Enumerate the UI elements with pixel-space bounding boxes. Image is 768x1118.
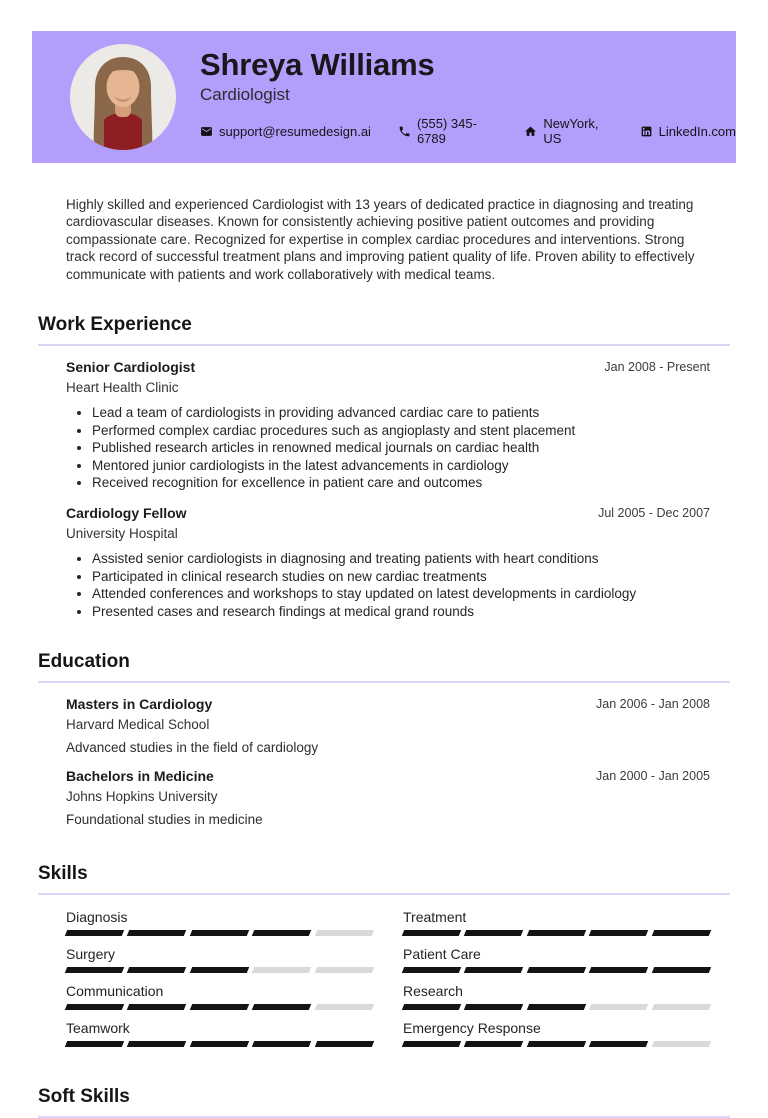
skill-item (66, 909, 373, 936)
skill-bar-segment (190, 1004, 250, 1010)
skill-bar (403, 930, 710, 936)
skill-item (403, 909, 710, 936)
education-entry-head (66, 768, 710, 805)
skill-bar-segment (314, 967, 374, 973)
job-bullet-list (66, 550, 710, 620)
skill-bar-segment (651, 1004, 711, 1010)
contact-linkedin-text: LinkedIn.com (658, 123, 736, 139)
work-experience-heading: Work Experience (38, 314, 730, 346)
contact-location-text: NewYork, US (543, 116, 599, 147)
skill-item (403, 946, 710, 973)
skill-bar-segment (65, 967, 125, 973)
job-bullet: • Received recognition for excellence in patient care and outcomes (92, 474, 710, 492)
skill-bar (403, 1041, 710, 1047)
section-work-experience (38, 314, 730, 620)
job-dates: Jan 2008 - Present (604, 360, 710, 375)
skill-bar (403, 1004, 710, 1010)
header-text (200, 48, 736, 146)
resume-page (0, 31, 768, 1109)
contact-location (524, 116, 612, 146)
skill-bar-segment (527, 967, 587, 973)
skill-bar-segment (252, 967, 312, 973)
skill-bar-segment (65, 1041, 125, 1047)
skill-bar (403, 967, 710, 973)
job-title: Cardiology Fellow (66, 505, 187, 521)
education-description: Advanced studies in the field of cardiology (66, 740, 319, 756)
job-bullet: • Presented cases and research findings at medical grand rounds (92, 603, 710, 621)
skill-bar-segment (65, 930, 125, 936)
skill-bar-segment (589, 967, 649, 973)
skill-item (403, 983, 710, 1010)
degree-title: Bachelors in Medicine (66, 768, 214, 785)
education-heading: Education (38, 651, 730, 683)
skill-bar (66, 1004, 373, 1010)
skill-item (66, 946, 373, 973)
contact-email-text: support@resumedesign.ai (219, 123, 371, 139)
job-bullet: • Assisted senior cardiologists in diagnosing and treating patients with heart conditions (92, 550, 710, 568)
education-entry (38, 696, 730, 755)
skill-label: Surgery (66, 946, 116, 963)
skill-bar-segment (402, 1041, 462, 1047)
school-name: Johns Hopkins University (66, 789, 218, 805)
skill-bar-segment (127, 930, 187, 936)
profile-photo-illustration (70, 44, 176, 150)
job-company: University Hospital (66, 526, 178, 541)
skill-bar-segment (190, 930, 250, 936)
education-entry-head (66, 696, 710, 733)
skill-bar-segment (464, 930, 524, 936)
degree-title: Masters in Cardiology (66, 696, 213, 713)
job-bullet: • Lead a team of cardiologists in providing advanced cardiac care to patients (92, 404, 710, 422)
job-entry-head (66, 505, 710, 542)
skill-bar-segment (190, 967, 250, 973)
skill-item (403, 1020, 710, 1047)
job-bullet-list (66, 404, 710, 492)
skill-bar-segment (527, 1004, 587, 1010)
skill-item (66, 1020, 373, 1047)
linkedin-icon (640, 125, 653, 138)
skill-bar-segment (252, 1004, 312, 1010)
contact-phone (398, 116, 497, 146)
skills-heading: Skills (38, 863, 730, 895)
job-title-block (66, 359, 195, 396)
skill-bar-segment (314, 1004, 374, 1010)
skill-label: Research (403, 983, 463, 1000)
skill-bar (66, 930, 373, 936)
skill-bar-segment (589, 1004, 649, 1010)
education-dates: Jan 2006 - Jan 2008 (596, 697, 710, 712)
job-bullet: • Participated in clinical research studies on new cardiac treatments (92, 568, 710, 586)
soft-skills-heading: Soft Skills (38, 1086, 730, 1118)
home-icon (524, 125, 537, 138)
skill-bar-segment (402, 967, 462, 973)
skill-bar-segment (589, 930, 649, 936)
skill-bar-segment (464, 1004, 524, 1010)
job-dates: Jul 2005 - Dec 2007 (598, 506, 710, 520)
skill-bar (66, 967, 373, 973)
skill-bar-segment (314, 930, 374, 936)
email-icon (200, 125, 213, 138)
professional-summary: Highly skilled and experienced Cardiologist with 13 years of dedicated practice in diagnosing and treating cardiovascular diseases. Known for consistently achieving positive patient outcomes and providing compassionate care. Recognized for expertise in complex cardiac procedures and interventions. Strong track record of successful treatment plans and improving patient quality of life. Proven ability to effectively communicate with patients and work collaboratively with medical teams. (66, 197, 695, 282)
education-title-block (66, 696, 212, 733)
skill-item (66, 983, 373, 1010)
contact-linkedin[interactable] (640, 124, 736, 139)
education-dates: Jan 2000 - Jan 2005 (596, 769, 710, 784)
skill-bar-segment (651, 1041, 711, 1047)
skill-bar-segment (402, 930, 462, 936)
job-entry-head (66, 359, 710, 396)
skill-bar-segment (190, 1041, 250, 1047)
skill-bar-segment (65, 1004, 125, 1010)
profile-photo (70, 44, 176, 150)
phone-icon (398, 125, 411, 138)
school-name: Harvard Medical School (66, 717, 210, 733)
skill-bar-segment (127, 1041, 187, 1047)
education-title-block (66, 768, 218, 805)
job-bullet: • Mentored junior cardiologists in the latest advancements in cardiology (92, 457, 710, 475)
contact-phone-text: (555) 345-6789 (416, 116, 477, 147)
candidate-name: Shreya Williams (200, 46, 435, 82)
skill-bar-segment (527, 1041, 587, 1047)
job-title-block (66, 505, 187, 542)
skill-label: Patient Care (403, 946, 481, 963)
skill-label: Treatment (403, 909, 467, 926)
contact-email[interactable] (200, 124, 371, 139)
job-entry (38, 359, 730, 492)
skill-bar-segment (402, 1004, 462, 1010)
skill-label: Communication (66, 983, 164, 1000)
job-title: Senior Cardiologist (66, 359, 196, 376)
section-skills (38, 863, 730, 1047)
section-soft-skills (38, 1086, 730, 1118)
education-entry (38, 768, 730, 827)
candidate-title: Cardiologist (200, 85, 290, 105)
skill-label: Teamwork (66, 1020, 130, 1037)
skill-bar-segment (589, 1041, 649, 1047)
resume-body (0, 196, 768, 1118)
job-bullet: • Attended conferences and workshops to stay updated on latest developments in cardiology (92, 585, 710, 603)
skill-bar-segment (651, 930, 711, 936)
job-bullet: • Published research articles in renowned medical journals on cardiac health (92, 439, 710, 457)
skill-bar-segment (252, 930, 312, 936)
skill-bar-segment (464, 1041, 524, 1047)
skill-bar-segment (252, 1041, 312, 1047)
skill-bar-segment (527, 930, 587, 936)
skill-bar-segment (127, 967, 187, 973)
skill-bar-segment (651, 967, 711, 973)
skill-label: Emergency Response (403, 1020, 541, 1037)
resume-header (32, 31, 736, 163)
skill-label: Diagnosis (66, 909, 128, 926)
section-education (38, 651, 730, 827)
skill-bar (66, 1041, 373, 1047)
job-bullet: • Performed complex cardiac procedures such as angioplasty and stent placement (92, 422, 710, 440)
skills-grid (66, 909, 710, 1047)
skill-bar-segment (314, 1041, 374, 1047)
contact-row (200, 116, 736, 146)
skill-bar-segment (464, 967, 524, 973)
skill-bar-segment (127, 1004, 187, 1010)
education-description: Foundational studies in medicine (66, 812, 263, 828)
job-entry (38, 505, 730, 620)
job-company: Heart Health Clinic (66, 380, 179, 396)
